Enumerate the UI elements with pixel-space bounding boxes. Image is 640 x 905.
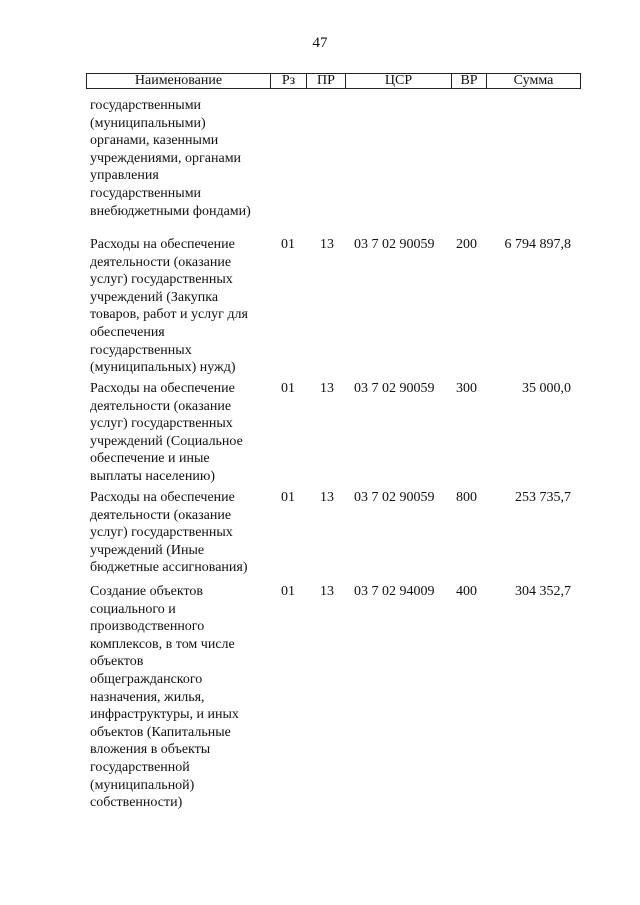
row-vr: 300: [456, 381, 477, 396]
row-csr: 03 7 02 90059: [354, 237, 435, 252]
header-pr: ПР: [307, 74, 346, 88]
page-number: 47: [312, 35, 328, 51]
row-pr: 13: [320, 381, 334, 396]
row-rz: 01: [281, 237, 295, 252]
row-sum: 35 000,0: [522, 381, 571, 396]
header-vr: ВР: [452, 74, 487, 88]
row-name: государственными (муниципальными) органами, казенными учреждениями, органами управления государственными внебюджетными фондами): [90, 98, 251, 219]
row-pr: 13: [320, 584, 334, 599]
row-csr: 03 7 02 94009: [354, 584, 435, 599]
row-name: Расходы на обеспечение деятельности (оказание услуг) государственных учреждений (Социальное обеспечение и иные выплаты населению): [90, 381, 243, 484]
row-csr: 03 7 02 90059: [354, 490, 435, 505]
row-name: Создание объектов социального и производственного комплексов, в том числе объектов общегражданского назначения, жилья, инфраструктуры, и иных объектов (Капитальные вложения в объекты государственной (муниципальной) собственности): [90, 584, 239, 811]
row-pr: 13: [320, 237, 334, 252]
table-header: [86, 73, 581, 89]
row-vr: 800: [456, 490, 477, 505]
row-csr: 03 7 02 90059: [354, 381, 435, 396]
header-sum: Сумма: [513, 73, 554, 88]
row-rz: 01: [281, 381, 295, 396]
header-csr: ЦСР: [346, 74, 452, 88]
row-sum: 304 352,7: [515, 584, 571, 599]
row-sum: 253 735,7: [515, 490, 571, 505]
row-sum: 6 794 897,8: [504, 237, 571, 252]
row-name: Расходы на обеспечение деятельности (оказание услуг) государственных учреждений (Закупка товаров, работ и услуг для обеспечения государственных (муниципальных) нужд): [90, 237, 248, 376]
row-vr: 400: [456, 584, 477, 599]
row-rz: 01: [281, 584, 295, 599]
header-name: Наименование: [87, 74, 271, 88]
row-name: Расходы на обеспечение деятельности (оказание услуг) государственных учреждений (Иные бюджетные ассигнования): [90, 490, 248, 576]
header-rz: Рз: [271, 74, 307, 88]
row-vr: 200: [456, 237, 477, 252]
row-pr: 13: [320, 490, 334, 505]
row-rz: 01: [281, 490, 295, 505]
